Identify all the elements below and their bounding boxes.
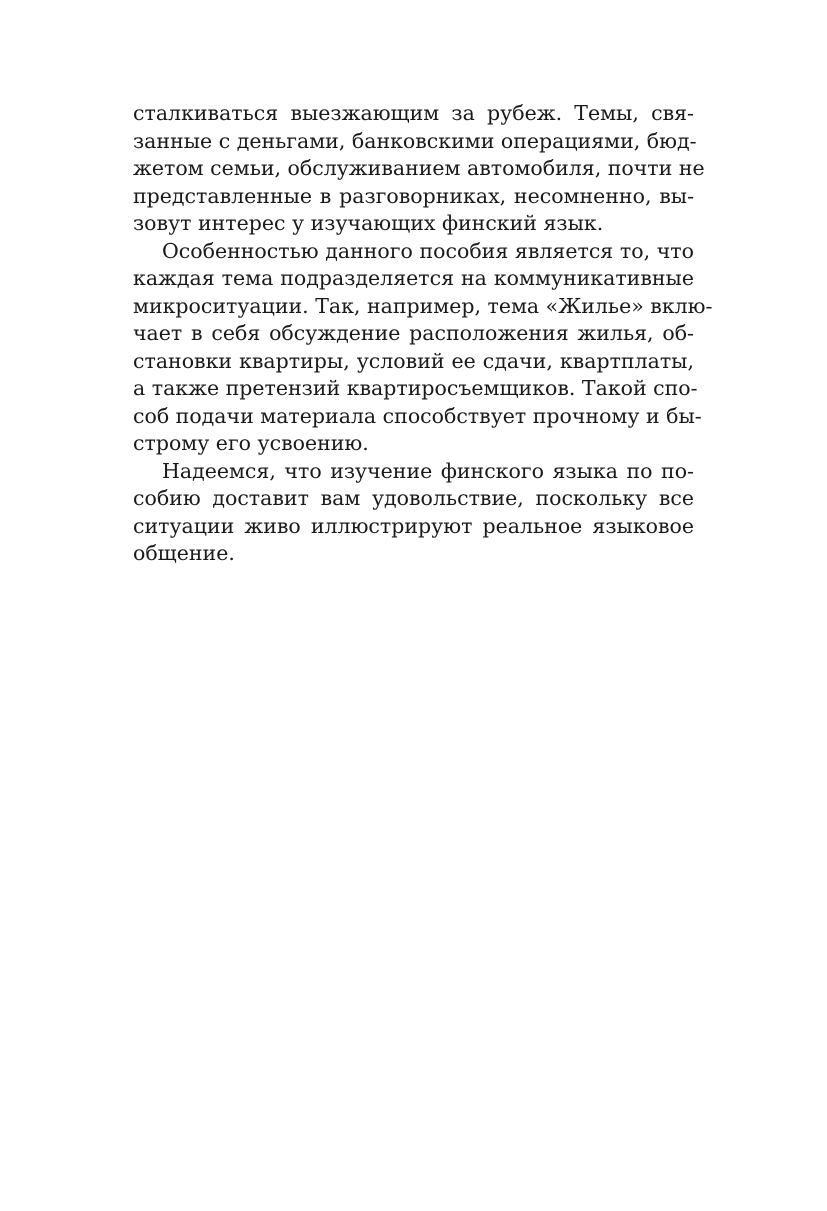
text-line: Особенностью данного пособия является то, что	[162, 238, 694, 263]
text-line: зовут интерес у изучающих финский язык.	[133, 211, 604, 235]
text-line: строму его усвоению.	[133, 431, 369, 455]
paragraph-2	[133, 238, 713, 458]
text-line: собию доставит вам удовольствие, поскольку все	[133, 486, 694, 510]
text-line: представленные в разговорниках, несомненно, вы-	[133, 183, 694, 208]
body-text	[133, 100, 713, 568]
text-line: а также претензий квартиросъемщиков. Такой спо-	[133, 376, 698, 400]
text-line: сталкиваться выезжающим за рубеж. Темы, свя-	[133, 101, 694, 125]
paragraph-3	[133, 458, 694, 568]
text-line: чает в себя обсуждение расположения жилья, об-	[133, 321, 694, 345]
text-line: соб подачи материала способствует прочному и бы-	[133, 403, 702, 428]
text-line: жетом семьи, обслуживанием автомобиля, почти не	[133, 156, 705, 180]
text-line: микроситуации. Так, например, тема «Жилье» вклю-	[133, 293, 713, 318]
text-line: ситуации живо иллюстрируют реальное языковое	[133, 513, 694, 538]
text-line: занные с деньгами, банковскими операциями, бюд-	[133, 128, 697, 153]
text-line: Надеемся, что изучение финского языка по по-	[162, 458, 694, 483]
text-line: каждая тема подразделяется на коммуникативные	[133, 266, 694, 290]
paragraph-1	[133, 100, 705, 238]
text-line: общение.	[133, 541, 235, 565]
text-line: становки квартиры, условий ее сдачи, квартплаты,	[133, 348, 694, 373]
